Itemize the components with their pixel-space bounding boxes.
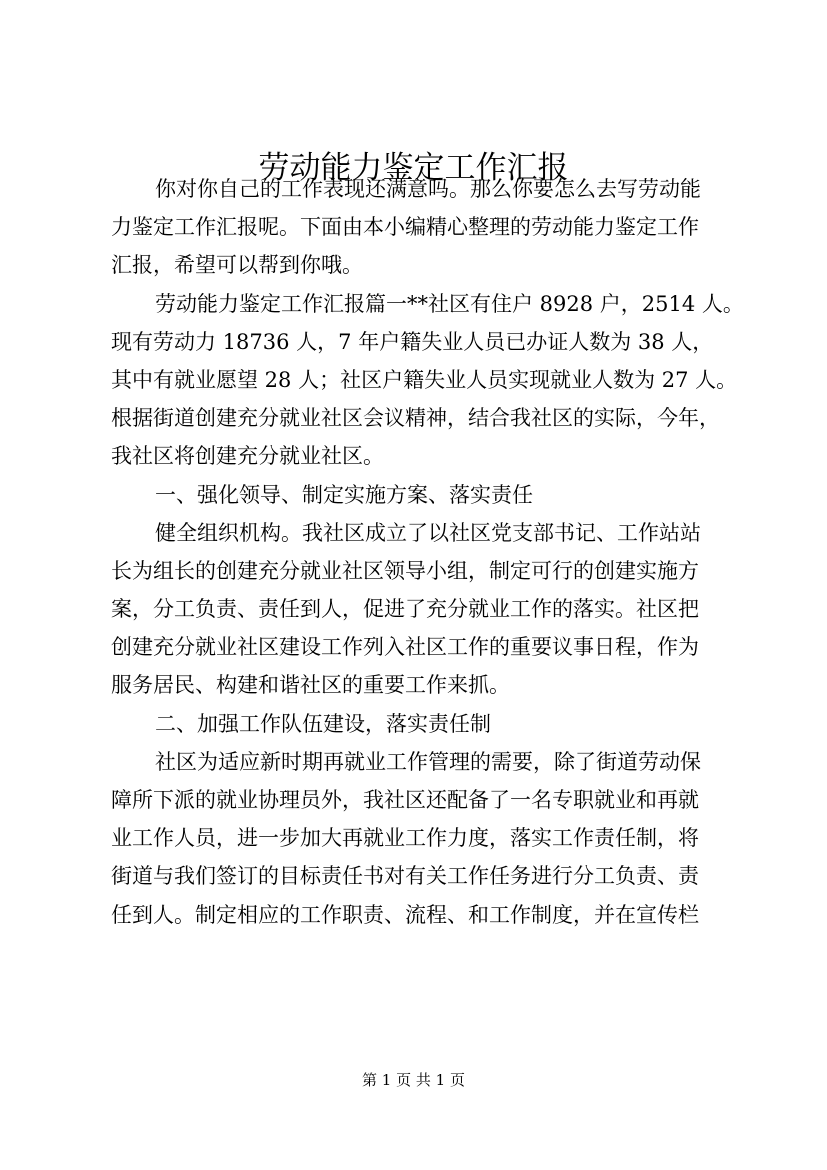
paragraph-line: 街道与我们签订的目标责任书对有关工作任务进行分工负责、责 [111, 864, 699, 889]
paragraph-line: 任到人。制定相应的工作职责、流程、和工作制度，并在宣传栏 [111, 902, 699, 927]
paragraph-line: 服务居民、构建和谐社区的重要工作来抓。 [111, 673, 510, 698]
paragraph-line: 你对你自己的工作表现还满意吗。那么你要怎么去写劳动能 [155, 177, 701, 201]
paragraph-line: 案，分工负责、责任到人，促进了充分就业工作的落实。社区把 [111, 597, 699, 622]
paragraph-line: 汇报，希望可以帮到你哦。 [111, 253, 363, 278]
paragraph-line: 根据街道创建充分就业社区会议精神，结合我社区的实际，今年， [111, 406, 720, 431]
paragraph-line: 现有劳动力 18736 人，7 年户籍失业人员已办证人数为 38 人， [111, 329, 714, 354]
paragraph-line: 业工作人员，进一步加大再就业工作力度，落实工作责任制，将 [111, 826, 699, 851]
paragraph-line: 创建充分就业社区建设工作列入社区工作的重要议事日程，作为 [111, 635, 699, 660]
paragraph-line: 障所下派的就业协理员外，我社区还配备了一名专职就业和再就 [111, 788, 699, 812]
paragraph-line: 健全组织机构。我社区成立了以社区党支部书记、工作站站 [155, 520, 701, 545]
page-footer: 第 1 页 共 1 页 [362, 1071, 465, 1089]
paragraph-line: 力鉴定工作汇报呢。下面由本小编精心整理的劳动能力鉴定工作 [111, 215, 699, 240]
section-heading: 一、强化领导、制定实施方案、落实责任 [155, 482, 533, 507]
paragraph-line: 我社区将创建充分就业社区。 [111, 444, 384, 469]
section-heading: 二、加强工作队伍建设，落实责任制 [155, 711, 491, 736]
document-title: 劳动能力鉴定工作汇报 [258, 150, 569, 186]
paragraph-line: 其中有就业愿望 28 人；社区户籍失业人员实现就业人数为 27 人。 [111, 367, 738, 392]
document-body [111, 170, 751, 934]
paragraph-line: 社区为适应新时期再就业工作管理的需要，除了街道劳动保 [155, 749, 701, 774]
paragraph-line: 长为组长的创建充分就业社区领导小组，制定可行的创建实施方 [111, 558, 699, 583]
paragraph-line: 劳动能力鉴定工作汇报篇一**社区有住户 8928 户，2514 人。 [155, 291, 744, 316]
